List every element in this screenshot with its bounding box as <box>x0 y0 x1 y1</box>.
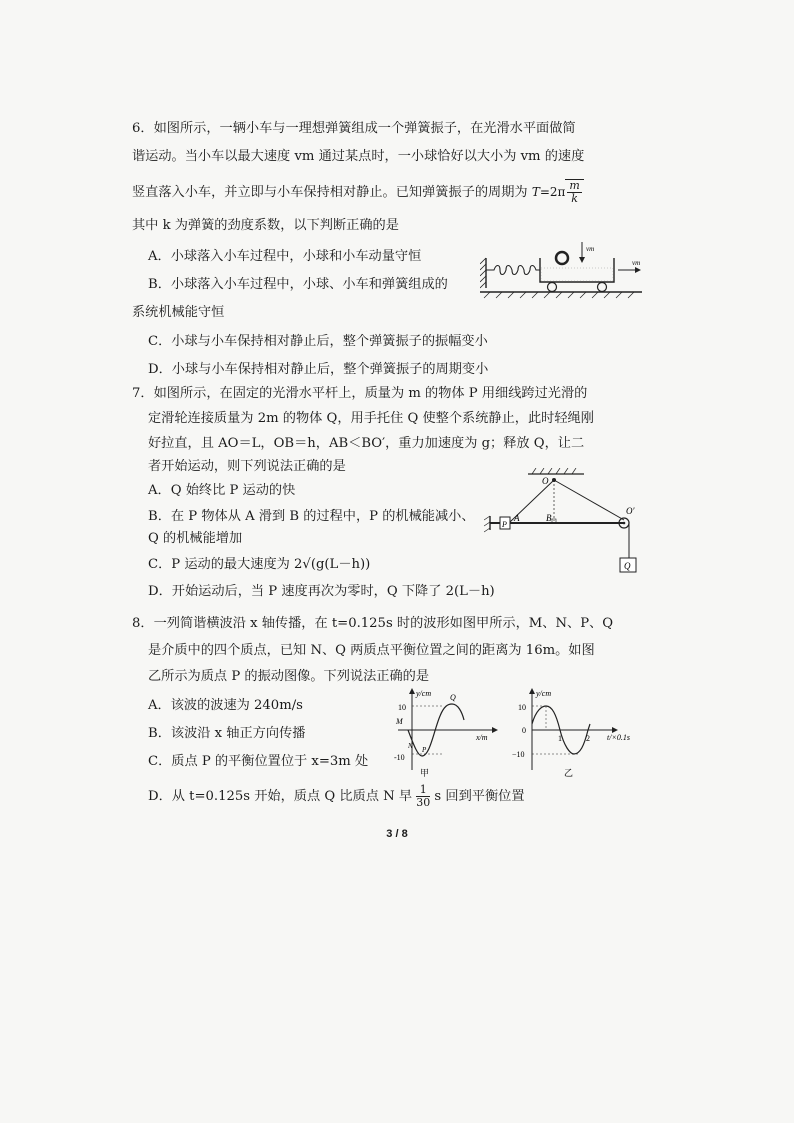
q8-figure-jia-ytick-top: 10 <box>398 703 406 712</box>
q8-figure-jia-caption: 甲 <box>420 768 430 778</box>
q8-figure-jia-point-m: M <box>396 717 403 726</box>
q6-stem-line1: 6．如图所示，一辆小车与一理想弹簧组成一个弹簧振子，在光滑水平面做简 <box>132 121 576 136</box>
q8-stem-line2: 是介质中的四个质点，已知 N、Q 两质点平衡位置之间的距离为 16m。如图 <box>148 643 595 658</box>
q6-figure-label-vm-vertical: vm <box>586 245 595 253</box>
q7-stem-line1: 7．如图所示，在固定的光滑水平杆上，质量为 m 的物体 P 用细线跨过光滑的 <box>132 386 588 401</box>
q7-stem-line4: 者开始运动，则下列说法正确的是 <box>148 459 346 474</box>
q8-figure-yi-ytick-bottom: −10 <box>512 750 525 759</box>
q8-option-d-fraction: $\frac{1}{30}$ <box>416 783 431 809</box>
q8-option-b: B．该波沿 x 轴正方向传播 <box>148 726 306 741</box>
q6-stem-line3: 竖直落入小车，并立即与小车保持相对静止。已知弹簧振子的周期为 T=2π $\frac{m}{k}$ <box>132 179 584 205</box>
q6-option-b-line2: 系统机械能守恒 <box>132 305 225 320</box>
q6-stem-line4: 其中 k 为弹簧的劲度系数，以下判断正确的是 <box>132 218 399 233</box>
q7-stem-line2: 定滑轮连接质量为 2m 的物体 Q，用手托住 Q 使整个系统静止，此时轻绳刚 <box>148 411 594 426</box>
q8-figure-jia-point-p: P <box>422 746 427 754</box>
q7-figure-pulley <box>484 468 650 584</box>
q6-period-formula: T=2π $\frac{m}{k}$ <box>532 185 584 199</box>
q7-figure-label-o-prime: O′ <box>626 506 635 516</box>
q7-option-b-line2: Q 的机械能增加 <box>148 531 243 546</box>
q8-stem-line1: 8．一列简谐横波沿 x 轴传播，在 t=0.125s 时的波形如图甲所示，M、N、P、Q <box>132 616 614 631</box>
q7-option-b-line1: B．在 P 物体从 A 滑到 B 的过程中，P 的机械能减小、 <box>148 509 475 524</box>
q8-figure-yi-ytick-zero: 0 <box>522 726 526 735</box>
q8-figure-yi-xlabel: t/×0.1s <box>607 733 630 742</box>
q8-figure-jia-ytick-bottom: -10 <box>394 753 405 762</box>
q8-figure-wave-jia <box>384 686 504 782</box>
q6-option-a: A．小球落入小车过程中，小球和小车动量守恒 <box>148 249 422 264</box>
q8-stem-line3: 乙所示为质点 P 的振动图像。下列说法正确的是 <box>148 669 430 684</box>
q8-figure-yi-xtick-1: 1 <box>558 734 562 743</box>
q6-figure-label-vm-horizontal: vm <box>632 259 641 267</box>
q6-stem-line2: 谐运动。当小车以最大速度 vm 通过某点时，一小球恰好以大小为 vm 的速度 <box>132 149 585 164</box>
q8-option-d: D．从 t=0.125s 开始，质点 Q 比质点 N 早 $\frac{1}{30}$ s 回到平衡位置 <box>148 783 525 809</box>
q7-stem-line3: 好拉直，且 AO＝L，OB＝h，AB＜BO′，重力加速度为 g；释放 Q，让二 <box>148 436 585 451</box>
q7-option-c: C．P 运动的最大速度为 2√(g(L－h)) <box>148 557 371 572</box>
q6-option-d: D．小球与小车保持相对静止后，整个弹簧振子的周期变小 <box>148 362 489 377</box>
q6-option-c: C．小球与小车保持相对静止后，整个弹簧振子的振幅变小 <box>148 334 488 349</box>
q7-figure-label-a: A <box>514 513 520 523</box>
q7-figure-label-o: O <box>542 476 549 486</box>
q7-figure-label-p: P <box>502 520 507 529</box>
q8-figure-yi-xtick-2: 2 <box>586 734 590 743</box>
q7-option-a: A．Q 始终比 P 运动的快 <box>148 483 296 498</box>
q8-figure-jia-ylabel: y/cm <box>416 689 432 698</box>
q8-figure-jia-xlabel: x/m <box>476 733 488 742</box>
q8-option-a: A．该波的波速为 240m/s <box>148 698 303 713</box>
q8-figure-yi-caption: 乙 <box>564 768 574 778</box>
q8-figure-yi-ytick-top: 10 <box>518 703 526 712</box>
q8-figure-jia-point-n: N <box>408 742 413 750</box>
page-number: 3 / 8 <box>386 828 408 840</box>
q6-figure-spring-cart <box>480 238 650 306</box>
q7-figure-label-q: Q <box>624 561 631 571</box>
q7-figure-label-b: B <box>546 513 552 523</box>
q7-option-d: D．开始运动后，当 P 速度再次为零时，Q 下降了 2(L－h) <box>148 584 495 599</box>
q8-option-c: C．质点 P 的平衡位置位于 x=3m 处 <box>148 754 369 769</box>
q8-figure-jia-point-q: Q <box>450 693 456 702</box>
q8-figure-vibration-yi <box>512 686 642 782</box>
q8-figure-yi-ylabel: y/cm <box>536 689 552 698</box>
q6-option-b-line1: B．小球落入小车过程中，小球、小车和弹簧组成的 <box>148 277 448 292</box>
